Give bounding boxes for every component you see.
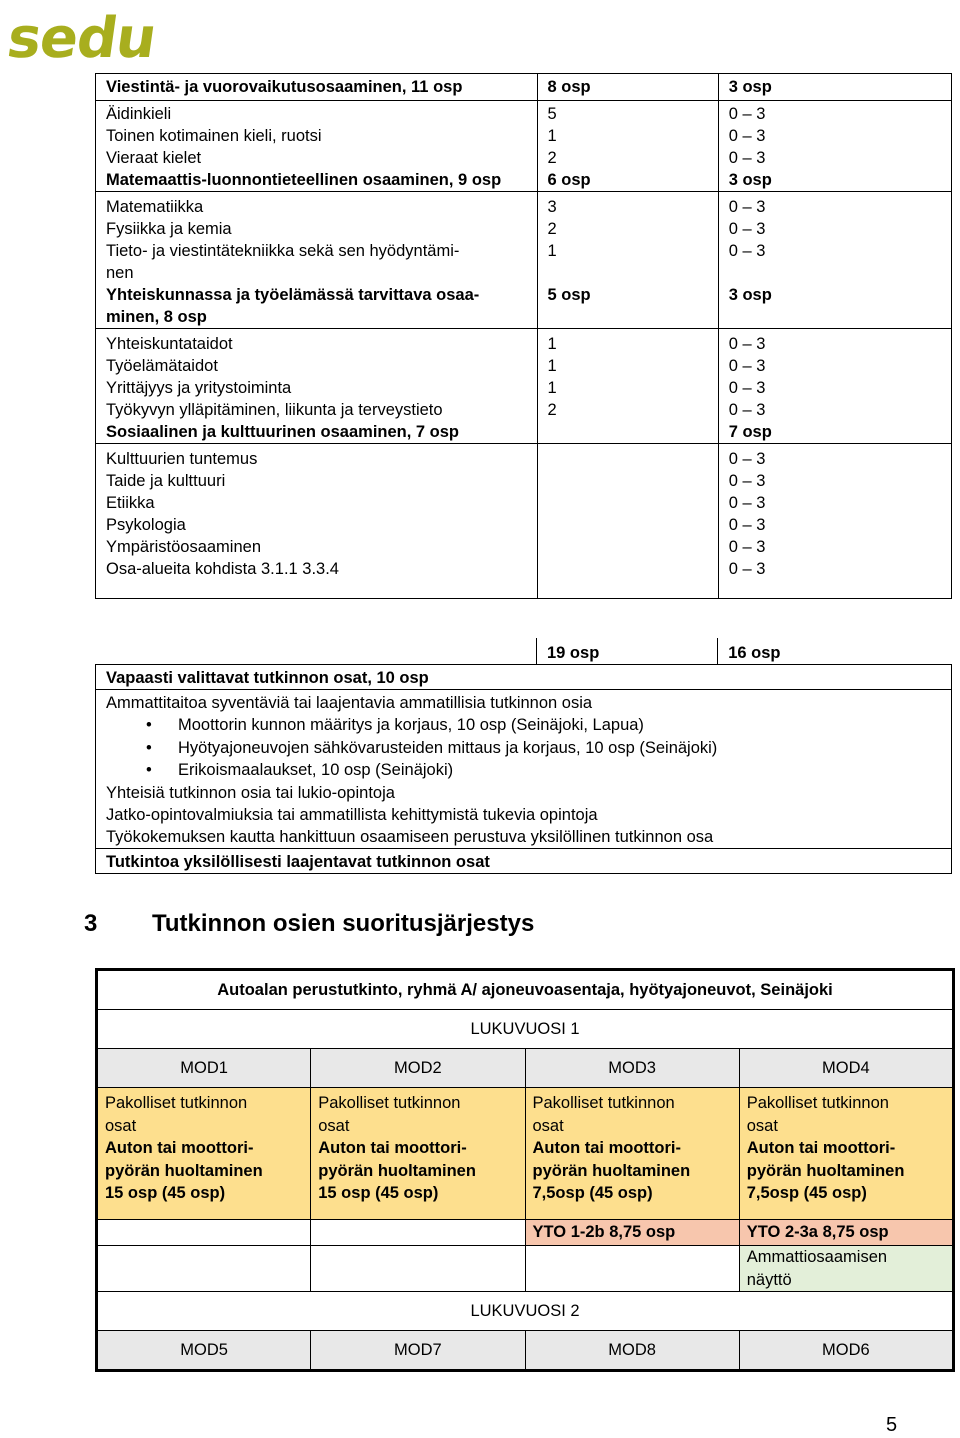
table-row: [97, 1292, 954, 1331]
naytto-card: Ammattiosaamisen näyttö: [739, 1246, 953, 1292]
range: 0 – 3: [728, 242, 766, 260]
list-item: Taide ja kulttuuri: [106, 472, 226, 490]
total-osp: 19 osp: [537, 638, 718, 665]
range: 0 – 3: [728, 105, 766, 123]
list-item: Äidinkieli: [106, 105, 172, 123]
vapaasti-table: [95, 638, 952, 874]
range: 0 – 3: [728, 357, 766, 375]
value: 5: [547, 105, 557, 123]
list-item: Vieraat kielet: [106, 149, 202, 167]
page-number: 5: [886, 1414, 898, 1436]
list-item: • Moottorin kunnon määritys ja korjaus, 10 osp (Seinäjoki, Lapua): [178, 714, 941, 737]
range: 0 – 3: [728, 401, 766, 419]
range: 0 – 3: [728, 379, 766, 397]
last-row: Tutkintoa yksilöllisesti laajentavat tutkinnon osat: [96, 848, 952, 873]
viestinta-osp-range: 3 osp: [718, 74, 951, 101]
table-row: [96, 74, 952, 101]
table-row: [96, 690, 952, 849]
range: 0 – 3: [728, 149, 766, 167]
list-item: Osa-alueita kohdista 3.1.1 3.3.4: [106, 560, 339, 578]
year-label: LUKUVUOSI 2: [97, 1292, 954, 1331]
range: 0 – 3: [728, 516, 766, 534]
module-row: [97, 1331, 954, 1371]
value: 1: [547, 127, 557, 145]
module-card: Pakolliset tutkinnon osat Auton tai moottori- pyörän huoltaminen 15 osp (45 osp): [97, 1088, 311, 1220]
module-label: MOD5: [97, 1331, 311, 1371]
bullet-list: [106, 714, 941, 782]
value: 2: [547, 401, 557, 419]
value: 1: [547, 335, 557, 353]
module-label: MOD8: [525, 1331, 739, 1371]
range: 0 – 3: [728, 450, 766, 468]
matem-osp: 6 osp: [547, 171, 591, 189]
range: 0 – 3: [728, 220, 766, 238]
section-title: Tutkinnon osien suoritusjärjestys: [152, 910, 535, 937]
value: 1: [547, 242, 557, 260]
range: 0 – 3: [728, 198, 766, 216]
module-label: MOD2: [311, 1049, 525, 1088]
list-item: Yhteisiä tutkinnon osia tai lukio-opintoja: [106, 783, 395, 802]
list-item: nen: [106, 264, 134, 282]
module-label: MOD4: [739, 1049, 953, 1088]
matem-osp-range: 3 osp: [728, 171, 772, 189]
table-row: [97, 1010, 954, 1049]
totals-row: [96, 638, 952, 665]
list-item: Yhteiskuntataidot: [106, 335, 233, 353]
value: 2: [547, 149, 557, 167]
range: 0 – 3: [728, 560, 766, 578]
logo-text: sedu: [3, 6, 160, 71]
schedule-title: Autoalan perustutkinto, ryhmä A/ ajoneuvoasentaja, hyötyajoneuvot, Seinäjoki: [97, 970, 954, 1010]
value: 3: [547, 198, 557, 216]
value: 1: [547, 357, 557, 375]
list-item: Jatko-opintovalmiuksia tai ammatillista kehittymistä tukevia opintoja: [106, 805, 598, 824]
sos-osp-range: 7 osp: [728, 423, 772, 441]
yht-osp-range: 3 osp: [728, 286, 772, 304]
table-row: [96, 848, 952, 873]
module-row: [97, 1049, 954, 1088]
list-item: Etiikka: [106, 494, 155, 512]
list-item: Yrittäjyys ja yritystoiminta: [106, 379, 292, 397]
module-card: Pakolliset tutkinnon osat Auton tai moottori- pyörän huoltaminen 15 osp (45 osp): [311, 1088, 525, 1220]
section-number: 3: [84, 910, 98, 937]
range: 0 – 3: [728, 494, 766, 512]
yto-card: YTO 2-3a 8,75 osp: [739, 1220, 953, 1246]
module-label: MOD3: [525, 1049, 739, 1088]
list-item: Ympäristöosaaminen: [106, 538, 261, 556]
value: 1: [547, 379, 557, 397]
matem-header: Matemaattis-luonnontieteellinen osaaminen, 9 osp: [106, 171, 502, 189]
yht-header: Yhteiskunnassa ja työelämässä tarvittava osaa-: [106, 286, 480, 304]
range: 0 – 3: [728, 335, 766, 353]
list-item: Toinen kotimainen kieli, ruotsi: [106, 127, 322, 145]
list-item: Psykologia: [106, 516, 186, 534]
intro-text: Ammattitaitoa syventäviä tai laajentavia ammatillisia tutkinnon osia: [106, 694, 593, 712]
table-row: [96, 329, 952, 444]
vapaasti-heading: Vapaasti valittavat tutkinnon osat, 10 osp: [96, 665, 952, 690]
table-row: [96, 101, 952, 192]
list-item: Kulttuurien tuntemus: [106, 450, 258, 468]
viestinta-header: Viestintä- ja vuorovaikutusosaaminen, 11 osp: [96, 74, 538, 101]
value: 2: [547, 220, 557, 238]
total-osp-range: 16 osp: [728, 644, 781, 662]
table-row: [96, 665, 952, 690]
sos-header: Sosiaalinen ja kulttuurinen osaaminen, 7 osp: [106, 423, 460, 441]
module-card: Pakolliset tutkinnon osat Auton tai moottori- pyörän huoltaminen 7,5osp (45 osp): [525, 1088, 739, 1220]
yto-card: YTO 1-2b 8,75 osp: [525, 1220, 739, 1246]
list-item: Fysiikka ja kemia: [106, 220, 232, 238]
module-label: MOD7: [311, 1331, 525, 1371]
card-row: [97, 1088, 954, 1220]
range: 0 – 3: [728, 538, 766, 556]
module-label: MOD6: [739, 1331, 953, 1371]
schedule-table: [95, 968, 955, 1372]
sedu-logo: [3, 6, 160, 71]
range: 0 – 3: [728, 127, 766, 145]
module-label: MOD1: [97, 1049, 311, 1088]
table-row: [97, 1220, 954, 1246]
list-item: Tieto- ja viestintätekniikka sekä sen hyödyntämi-: [106, 242, 460, 260]
table-row: [97, 970, 954, 1010]
year-label: LUKUVUOSI 1: [97, 1010, 954, 1049]
yht-osp: 5 osp: [547, 286, 591, 304]
list-item: • Erikoismaalaukset, 10 osp (Seinäjoki): [178, 759, 941, 782]
list-item: Työelämätaidot: [106, 357, 218, 375]
list-item: Matematiikka: [106, 198, 204, 216]
table-row: [96, 192, 952, 329]
section-heading: [84, 910, 534, 938]
table-row: [97, 1246, 954, 1292]
list-item: Työkyvyn ylläpitäminen, liikunta ja terveystieto: [106, 401, 443, 419]
table-row: [96, 444, 952, 599]
range: 0 – 3: [728, 472, 766, 490]
module-card: Pakolliset tutkinnon osat Auton tai moottori- pyörän huoltaminen 7,5osp (45 osp): [739, 1088, 953, 1220]
yht-header: minen, 8 osp: [106, 308, 207, 326]
osp-table: [95, 73, 952, 599]
viestinta-osp: 8 osp: [537, 74, 718, 101]
list-item: • Hyötyajoneuvojen sähkövarusteiden mittaus ja korjaus, 10 osp (Seinäjoki): [178, 737, 941, 760]
list-item: Työkokemuksen kautta hankittuun osaamiseen perustuva yksilöllinen tutkinnon osa: [106, 827, 714, 846]
